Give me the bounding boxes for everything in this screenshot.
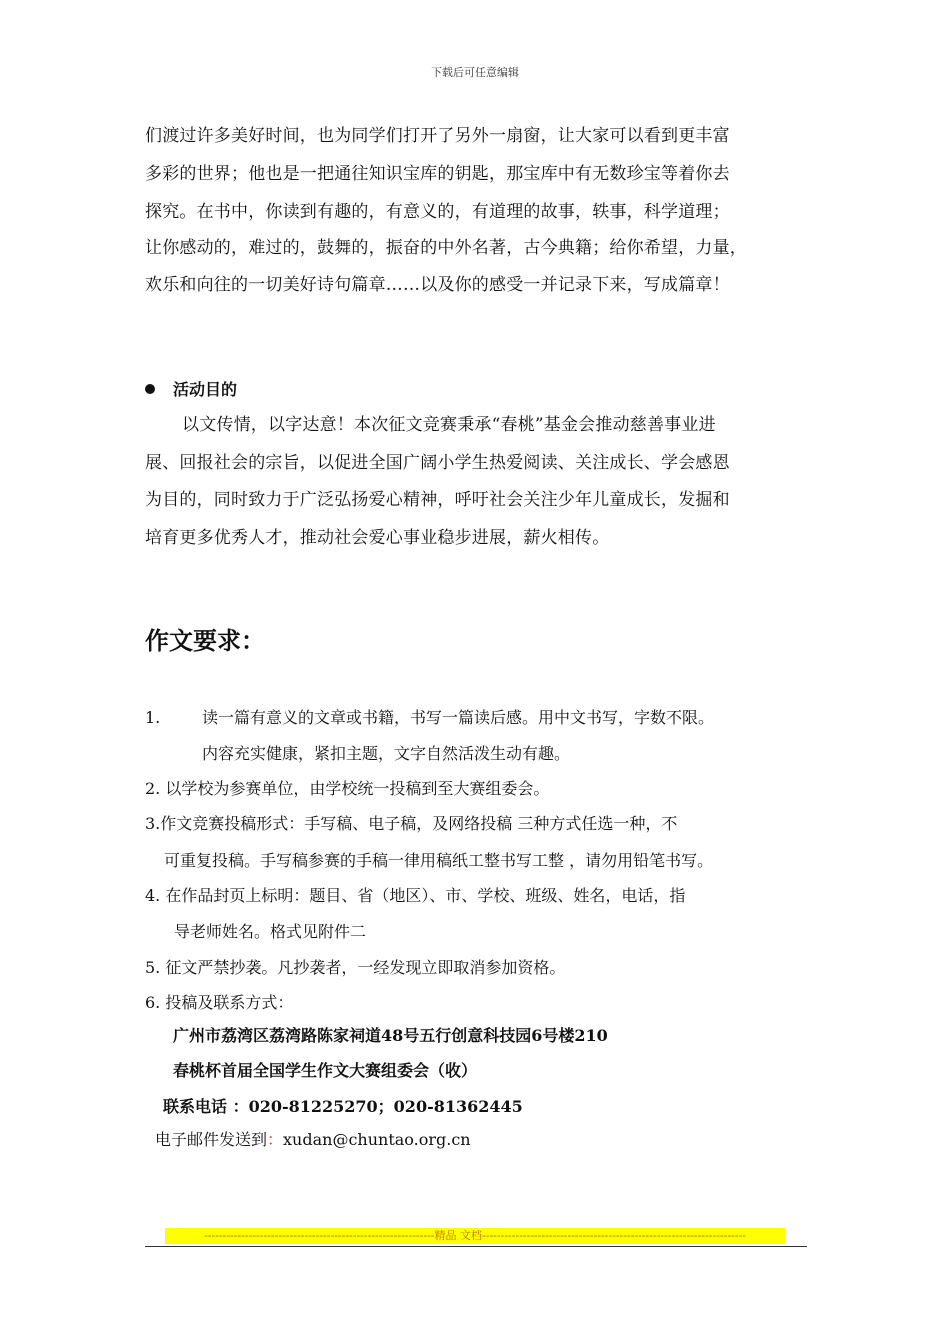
intro-line-3: 探究。在书中，你读到有趣的，有意义的，有道理的故事，轶事，科学道理； xyxy=(145,202,730,222)
purpose-line-3: 为目的，同时致力于广泛弘扬爱心精神，呼吁社会关注少年儿童成长，发掘和 xyxy=(145,490,730,510)
contact-email-line xyxy=(155,1128,471,1152)
req-4-line-2: 导老师姓名。格式见附件二 xyxy=(174,922,367,941)
req-2: 2. 以学校为参赛单位，由学校统一投稿到至大赛组委会。 xyxy=(145,779,550,798)
req-6: 6. 投稿及联系方式： xyxy=(145,993,294,1012)
contact-phone: 联系电话 ：020-81225270；020-81362445 xyxy=(163,1097,523,1116)
footer-divider xyxy=(145,1246,807,1247)
footer-banner: --------------------------------------------------------------精品 文档----------------------------------------------------------------------- xyxy=(165,1228,785,1244)
bullet-dot-icon xyxy=(145,384,155,394)
intro-line-2: 多彩的世界；他也是一把通往知识宝库的钥匙，那宝库中有无数珍宝等着你去 xyxy=(145,164,730,184)
email-label: 电子邮件发送到 xyxy=(155,1130,268,1149)
req-1-line-1: 读一篇有意义的文章或书籍，书写一篇读后感。用中文书写，字数不限。 xyxy=(202,708,715,727)
req-5: 5. 征文严禁抄袭。凡抄袭者，一经发现立即取消参加资格。 xyxy=(145,958,566,977)
req-1-number: 1. xyxy=(145,708,161,727)
req-3-line-2: 可重复投稿。手写稿参赛的手稿一律用稿纸工整书写工整 ，请勿用铅笔书写。 xyxy=(164,851,714,870)
purpose-line-1: 以文传情，以字达意！本次征文竞赛秉承“春桃”基金会推动慈善事业进 xyxy=(182,415,716,435)
requirements-title: 作文要求： xyxy=(145,626,265,655)
purpose-heading xyxy=(145,378,237,402)
req-3-line-1: 3.作文竞赛投稿形式：手写稿、电子稿，及网络投稿 三种方式任选一种，不 xyxy=(145,814,678,833)
contact-recipient: 春桃杯首届全国学生作文大赛组委会（收） xyxy=(173,1061,478,1080)
header-note: 下载后可任意编辑 xyxy=(431,66,519,79)
purpose-line-2: 展、回报社会的宗旨，以促进全国广阔小学生热爱阅读、关注成长、学会感恩 xyxy=(145,453,730,473)
email-colon: ： xyxy=(267,1130,284,1149)
intro-line-4: 让你感动的，难过的，鼓舞的，振奋的中外名著，古今典籍；给你希望，力量， xyxy=(145,238,747,258)
purpose-title: 活动目的 xyxy=(173,380,238,399)
purpose-line-4: 培育更多优秀人才，推动社会爱心事业稳步进展，薪火相传。 xyxy=(145,528,610,548)
contact-address: 广州市荔湾区荔湾路陈家祠道48号五行创意科技园6号楼210 xyxy=(173,1026,608,1045)
intro-line-5: 欢乐和向往的一切美好诗句篇章……以及你的感受一并记录下来，写成篇章！ xyxy=(145,275,730,295)
intro-line-1: 们渡过许多美好时间，也为同学们打开了另外一扇窗，让大家可以看到更丰富 xyxy=(145,126,730,146)
req-4-line-1: 4. 在作品封页上标明：题目、省（地区）、市、学校、班级、姓名，电话，指 xyxy=(145,886,686,905)
email-address[interactable]: xudan@chuntao.org.cn xyxy=(283,1130,471,1149)
req-1-line-2: 内容充实健康，紧扣主题，文字自然活泼生动有趣。 xyxy=(202,744,571,763)
